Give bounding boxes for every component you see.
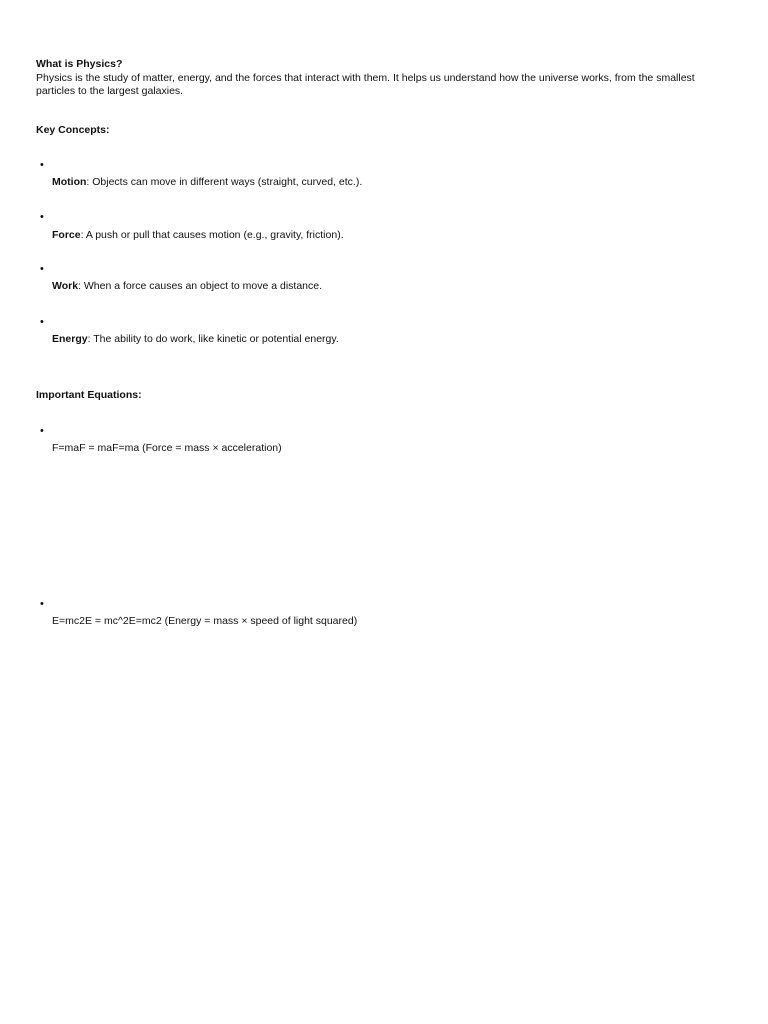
intro-title: What is Physics? (36, 58, 123, 70)
concept-term: Motion (52, 176, 87, 188)
bullet-icon: • (40, 598, 44, 610)
bullet-icon: • (40, 316, 44, 328)
concept-desc: : Objects can move in different ways (straight, curved, etc.). (86, 176, 363, 188)
key-concepts-heading: Key Concepts: (36, 124, 110, 136)
concept-term: Force (52, 229, 81, 241)
concept-item-energy (52, 333, 339, 347)
concept-desc: : When a force causes an object to move a distance. (78, 280, 323, 292)
concept-item-motion (52, 176, 362, 190)
concept-term: Energy (52, 333, 88, 345)
bullet-icon: • (40, 211, 44, 223)
equation-item: F=maF = maF=ma (Force = mass × acceleration) (52, 442, 282, 454)
bullet-icon: • (40, 425, 44, 437)
intro-section (36, 58, 736, 99)
concept-desc: : A push or pull that causes motion (e.g., gravity, friction). (80, 229, 344, 241)
concept-item-work (52, 280, 322, 294)
concept-item-force (52, 229, 344, 243)
concept-term: Work (52, 280, 79, 292)
concept-desc: : The ability to do work, like kinetic or potential energy. (87, 333, 339, 345)
bullet-icon: • (40, 263, 44, 275)
equations-heading: Important Equations: (36, 389, 142, 401)
equation-item: E=mc2E = mc^2E=mc2 (Energy = mass × speed of light squared) (52, 615, 358, 627)
intro-paragraph: Physics is the study of matter, energy, and the forces that interact with them. It helps us understand how the universe works, from the smallest particles to the largest galaxies. (36, 71, 695, 97)
bullet-icon: • (40, 159, 44, 171)
